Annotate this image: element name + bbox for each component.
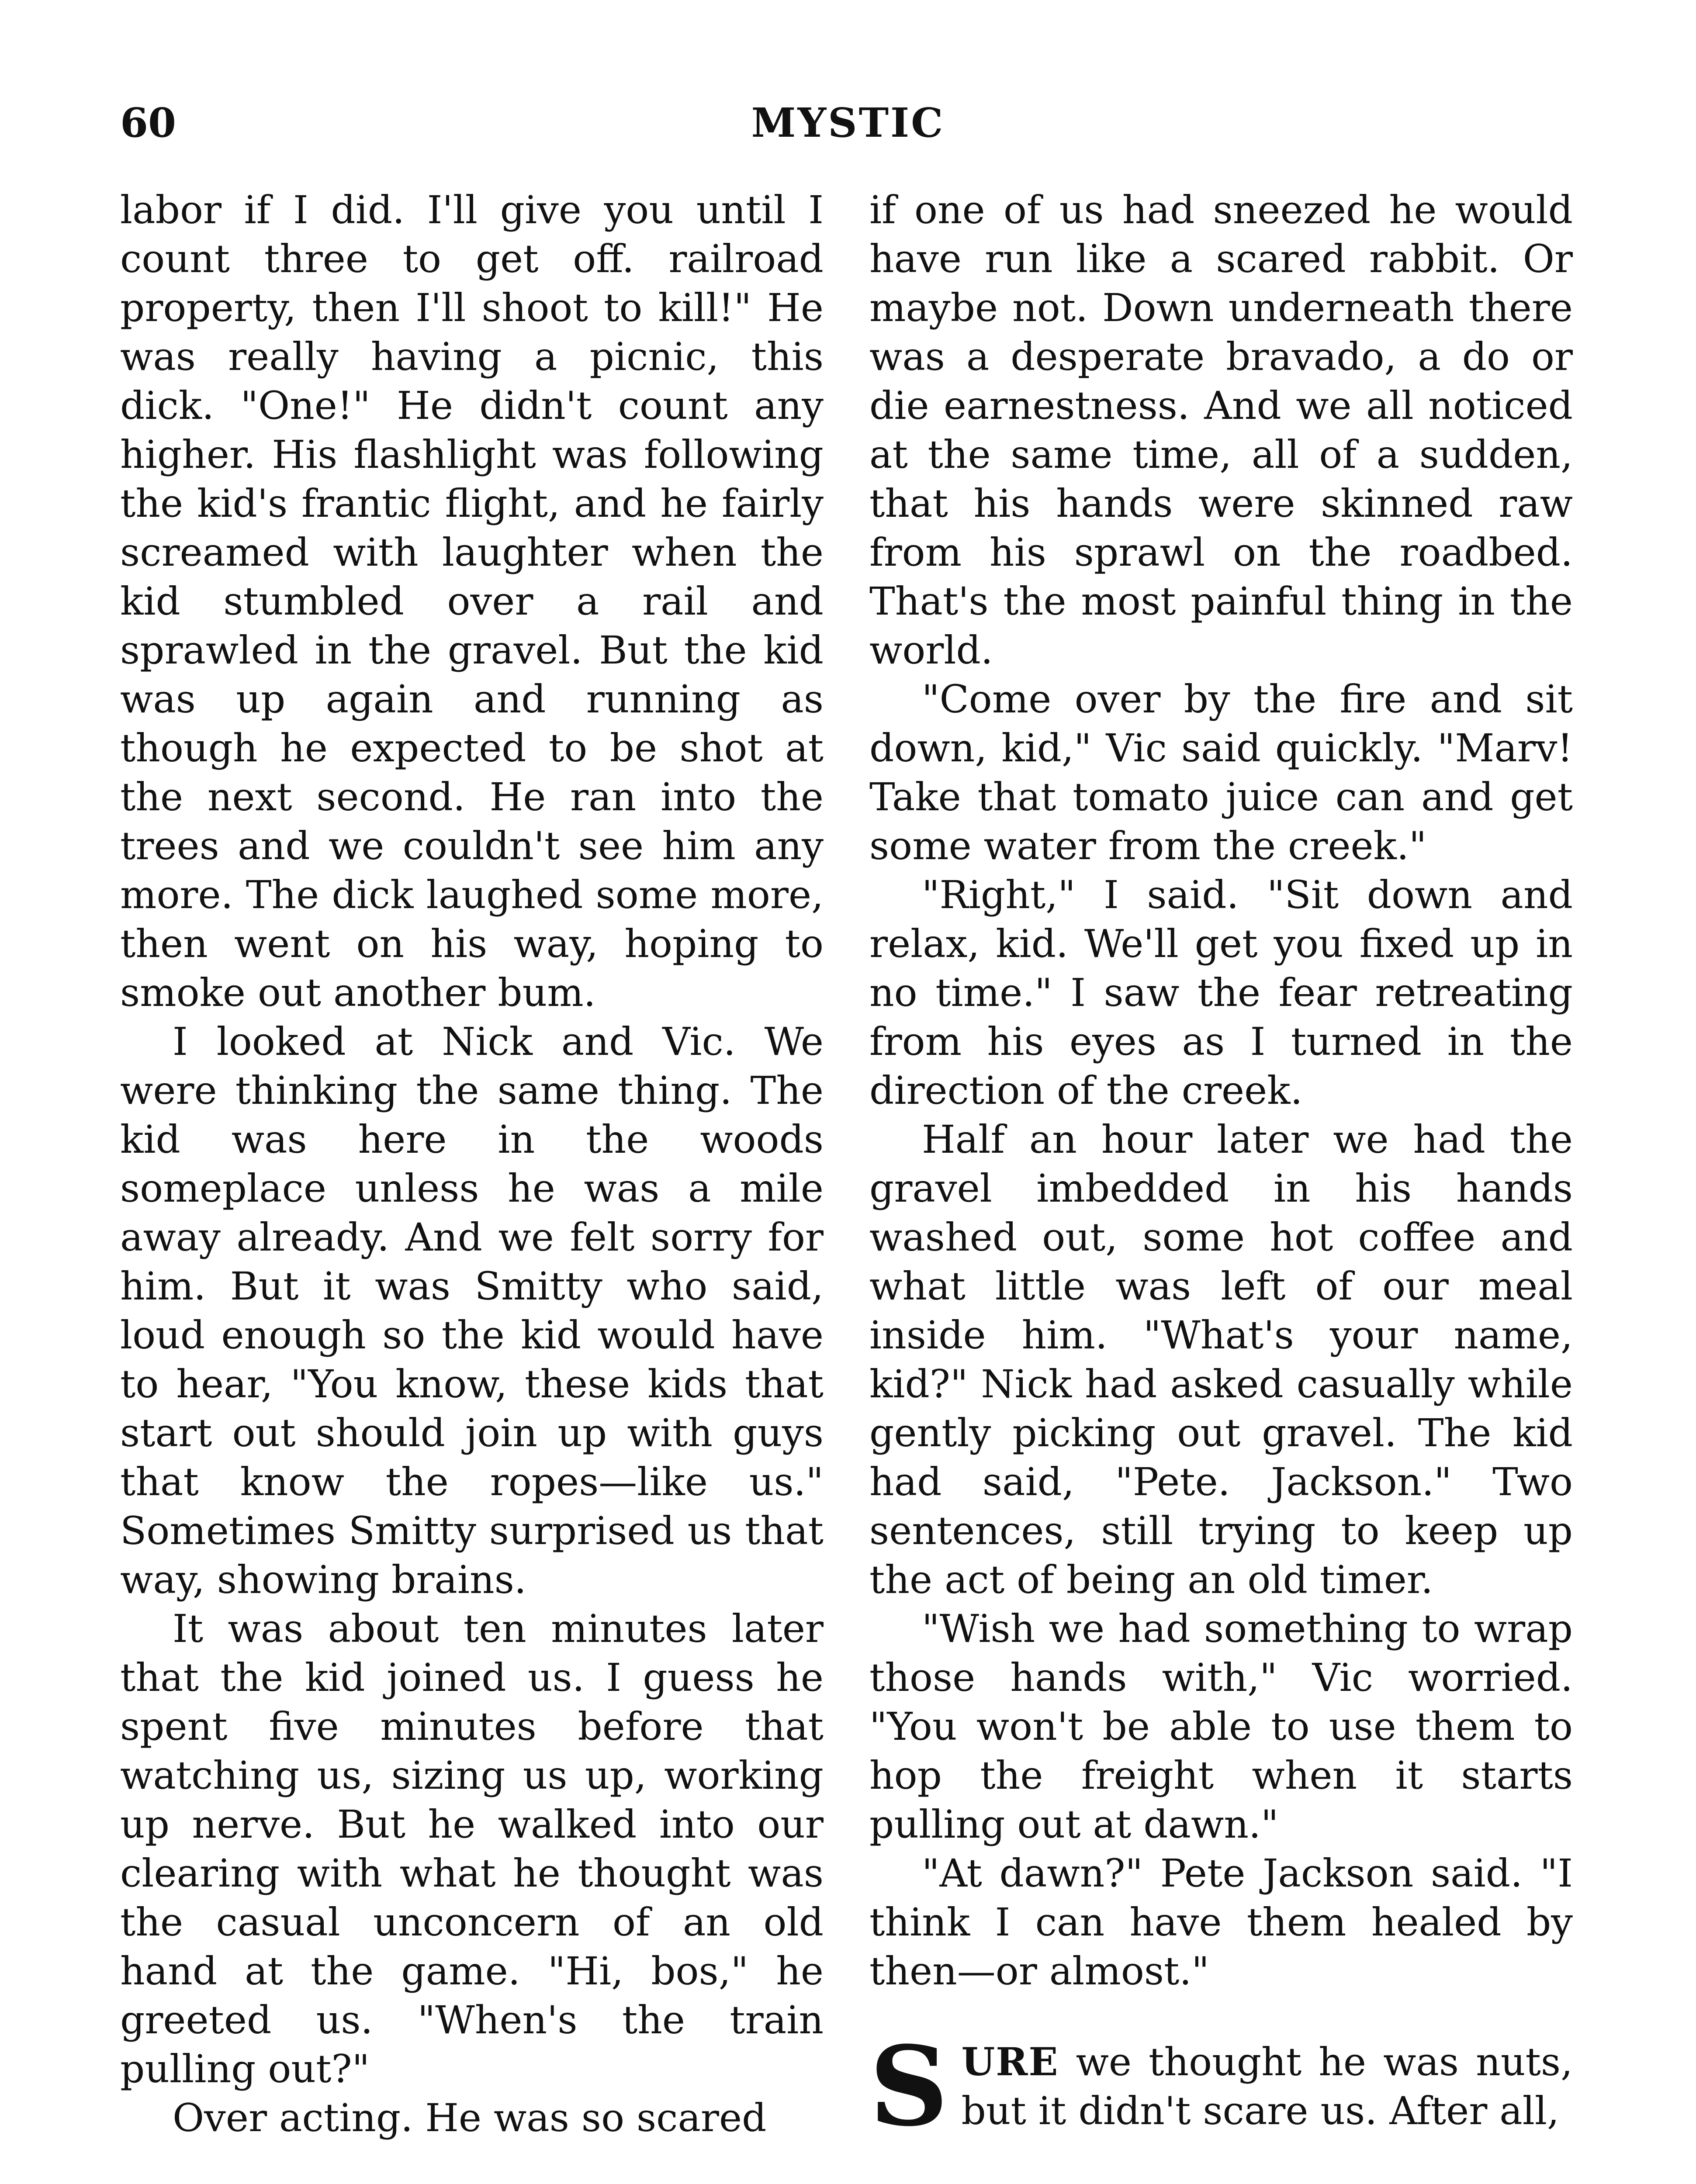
paragraph: "Right," I said. "Sit down and relax, kid. We'll get you fixed up in no time." I saw the fear retreating from his eyes as I turned in the direction of the creek. bbox=[869, 872, 1573, 1113]
left-column bbox=[120, 186, 824, 2143]
paragraph: labor if I did. I'll give you until I count three to get off. railroad property, then I'll shoot to kill!" He was really having a picnic, this dick. "One!" He didn't count any higher. His flashlight was following the kid's frantic flight, and he fairly screamed with laughter when the kid stumbled over a rail and sprawled in the gravel. But the kid was up again and running as though he expected to be shot at the next second. He ran into the trees and we couldn't see him any more. The dick laughed some more, then went on his way, hoping to smoke out another bum. bbox=[120, 187, 824, 1015]
page-number: 60 bbox=[120, 99, 177, 146]
drop-cap: S bbox=[869, 2022, 948, 2150]
paragraph: "Come over by the fire and sit down, kid," Vic said quickly. "Marv! Take that tomato juice can and get some water from the creek." bbox=[869, 677, 1573, 868]
paragraph: "Wish we had something to wrap those hands with," Vic worried. "You won't be able to use them to hop the freight when it starts pulling out at dawn." bbox=[869, 1606, 1573, 1847]
lead-in: URE bbox=[961, 2039, 1059, 2084]
paragraph: if one of us had sneezed he would have run like a scared rabbit. Or maybe not. Down underneath there was a desperate bravado, a do or die earnestness. And we all noticed at the same time, all of a sudden, that his hands were skinned raw from his sprawl on the roadbed. That's the most painful thing in the world. bbox=[869, 187, 1573, 673]
paragraph: Half an hour later we had the gravel imbedded in his hands washed out, some hot coffee and what little was left of our meal inside him. "What's your name, kid?" Nick had asked casually while gently picking out gravel. The kid had said, "Pete. Jackson." Two sentences, still trying to keep up the act of being an old timer. bbox=[869, 1117, 1573, 1602]
paragraph: It was about ten minutes later that the kid joined us. I guess he spent five minutes before that watching us, sizing us up, working up nerve. But he walked into our clearing with what he thought was the casual unconcern of an old hand at the game. "Hi, bos," he greeted us. "When's the train pulling out?" bbox=[120, 1606, 824, 2091]
running-title: MYSTIC bbox=[751, 99, 945, 146]
paragraph: I looked at Nick and Vic. We were thinking the same thing. The kid was here in the woods someplace unless he was a mile away already. And we felt sorry for him. But it was Smitty who said, loud enough so the kid would have to hear, "You know, these kids that start out should join up with guys that know the ropes—like us." Sometimes Smitty surprised us that way, showing brains. bbox=[120, 1019, 824, 1602]
paragraph: Over acting. He was so scared bbox=[173, 2095, 767, 2140]
final-paragraph-text: we thought he was nuts, but it didn't scare us. After all, bbox=[961, 2039, 1573, 2133]
final-paragraph bbox=[869, 2022, 1573, 2150]
paragraph: "At dawn?" Pete Jackson said. "I think I can have them healed by then—or almost." bbox=[869, 1851, 1573, 1994]
right-column bbox=[869, 186, 1573, 2150]
